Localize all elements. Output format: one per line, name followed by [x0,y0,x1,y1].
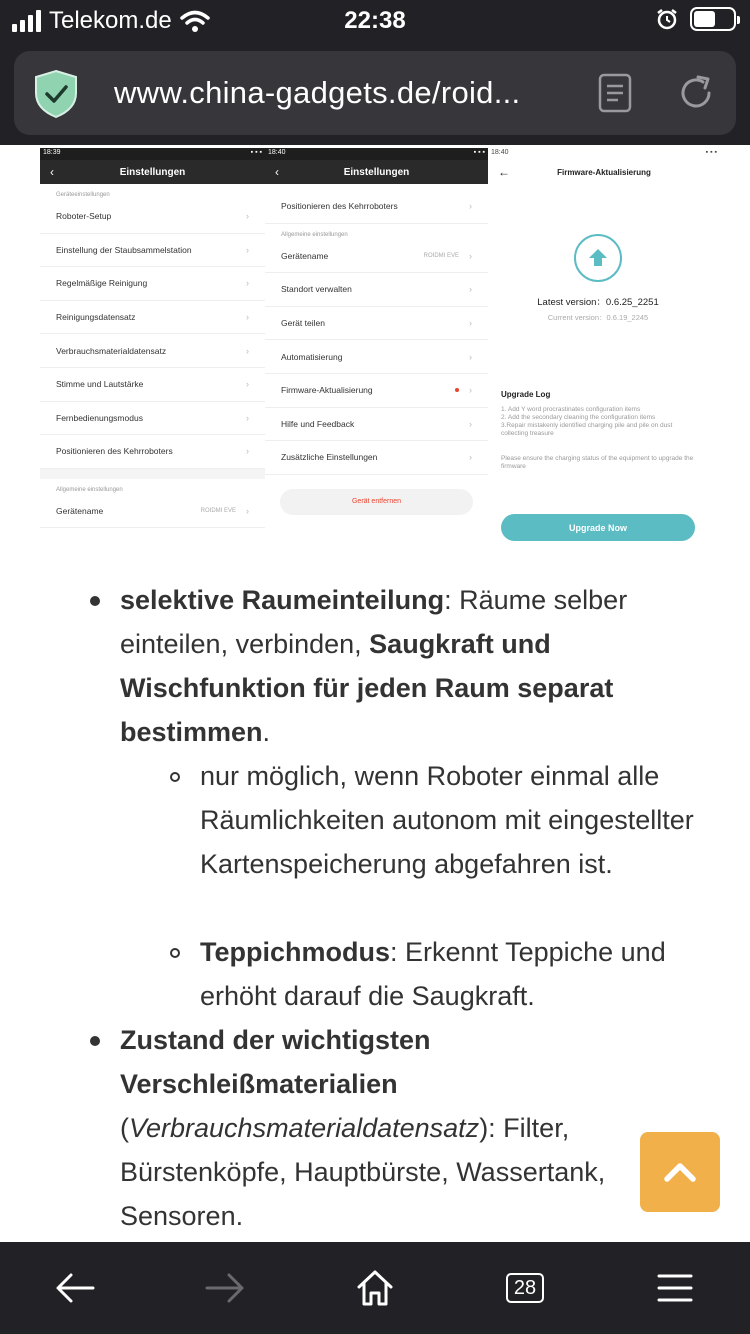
settings-row: Verbrauchsmaterialdatensatz › [40,334,265,368]
settings-row: Positionieren des Kehrroboters › [40,435,265,469]
update-dot [455,388,459,392]
carrier-label: Telekom.de [49,7,172,34]
sub-list-item: nur möglich, wenn Roboter einmal alle Räumlichkeiten autonom mit eingestellter Kartenspeicherung abgefahren ist. [200,754,700,886]
article-screenshot-image [40,148,720,546]
browser-top-chrome [0,0,750,145]
settings-row: Fernbedienungsmodus › [40,402,265,436]
menu-button[interactable] [653,1266,697,1310]
tabs-button[interactable] [503,1266,547,1310]
shield-check-icon[interactable] [32,69,80,119]
screen-firmware: 18:40 ▪ ▪ ▪ ← Firmware-Aktualisierung Latest version：0.6.25_2251 Current version：0.6.19_2245 Upgrade Log 1. Add Y word procrastinates configuration items 2. Add the secondary cleaning the configuration items 3.Repair mistakenly identified charging pile and pile on dust collecting treasure Please ensure the charging status of the equipment to upgrade the firmware Upgrade Now [488,148,720,546]
tab-count: 28 [506,1273,544,1303]
alarm-icon [656,8,678,30]
settings-row: Reinigungsdatensatz › [40,301,265,335]
forward-button[interactable] [203,1266,247,1310]
mock-time: 18:40 [268,149,286,156]
clock: 22:38 [344,7,406,34]
upload-arrow-icon [574,234,622,282]
latest-version: Latest version：0.6.25_2251 [537,297,659,308]
upgrade-now-button: Upgrade Now [501,514,695,541]
screen-settings-left: 18:39 ▪ ▪ ▪ ‹ Einstellungen Geräteeinstellungen Roboter-Setup › Einstellung der Staubsammelstation › Regelmäßige Reinigung › Reinigungsdatensatz › Verbrauchsmaterialdatensatz › Stimme und Lautstärke › Fernbedienungsmodus › Positionieren des Kehrroboters › Allgemeine einstellungen Gerätename ROIDMI EVE › [40,148,265,546]
back-arrow-icon: ‹ [50,165,54,179]
section-label: Allgemeine einstellungen [56,486,123,493]
screen-title: Firmware-Aktualisierung [557,167,651,177]
arrow-left-icon [55,1272,95,1304]
back-arrow-icon: ← [498,165,510,179]
settings-row: Gerät teilen › [265,307,488,341]
sub-list-item: Teppichmodus: Erkennt Teppiche und erhöht darauf die Saugkraft. [200,930,700,1018]
reload-icon[interactable] [676,73,716,113]
mock-time: 18:40 [491,149,509,156]
upgrade-log: 1. Add Y word procrastinates configuration items 2. Add the secondary cleaning the configuration items 3.Repair mistakenly identified charging pile and pile on dust collecting treasure [501,406,673,437]
chevron-up-icon [663,1161,697,1183]
section-label: Allgemeine einstellungen [281,231,348,238]
settings-row: Regelmäßige Reinigung › [40,267,265,301]
settings-row: Gerätename ROIDMI EVE › [40,495,265,529]
sub-bullet [170,772,180,782]
settings-row: Hilfe und Feedback › [265,408,488,442]
reader-mode-icon[interactable] [598,73,632,113]
screen-settings-middle: 18:40 ▪ ▪ ▪ ‹ Einstellungen Positionieren des Kehrroboters › Allgemeine einstellungen Gerätename ROIDMI EVE › Standort verwalten › Gerät teilen › Automatisierung › Firmware-Aktualisierung › Hilfe und Feedback › Zusätzliche Einstellungen › Gerät entfernen [265,148,488,546]
screen-title: Einstellungen [119,166,186,178]
settings-row: Einstellung der Staubsammelstation › [40,234,265,268]
bullet [90,1036,100,1046]
browser-toolbar [0,1242,750,1334]
settings-row: Positionieren des Kehrroboters › [265,190,488,224]
address-bar[interactable] [14,51,736,135]
home-button[interactable] [353,1266,397,1310]
scroll-to-top-button[interactable] [640,1132,720,1212]
back-button[interactable] [53,1266,97,1310]
list-item: selektive Raumeinteilung: Räume selber einteilen, verbinden, Saugkraft und Wischfunktion für jeden Raum separat bestimmen. [120,578,660,754]
sub-bullet [170,948,180,958]
settings-row: Firmware-Aktualisierung › [265,374,488,408]
mock-time: 18:39 [43,149,61,156]
menu-icon [657,1273,693,1303]
battery-icon [690,7,736,31]
upgrade-log-title: Upgrade Log [501,390,551,399]
settings-row: Automatisierung › [265,340,488,374]
remove-device-button: Gerät entfernen [280,489,473,515]
settings-row: Stimme und Lautstärke › [40,368,265,402]
screen-title: Einstellungen [343,166,410,178]
settings-row: Roboter-Setup › [40,200,265,234]
status-bar [0,0,750,42]
settings-row: Zusätzliche Einstellungen › [265,441,488,475]
bullet [90,596,100,606]
upgrade-note: Please ensure the charging status of the equipment to upgrade the firmware [501,455,694,470]
current-version: Current version：0.6.19_2245 [547,313,649,322]
section-label: Geräteeinstellungen [56,192,110,198]
url-text[interactable]: www.china-gadgets.de/roid... [114,75,521,110]
home-icon [355,1268,395,1308]
back-arrow-icon: ‹ [275,165,279,179]
arrow-right-icon [205,1272,245,1304]
settings-row: Standort verwalten › [265,273,488,307]
settings-row: Gerätename ROIDMI EVE › [265,240,488,274]
list-item: Zustand der wichtigsten Verschleißmaterialien (Verbrauchsmaterialdatensatz): Filter, Bürstenköpfe, Hauptbürste, Wassertank, Sensoren. [120,1018,630,1238]
